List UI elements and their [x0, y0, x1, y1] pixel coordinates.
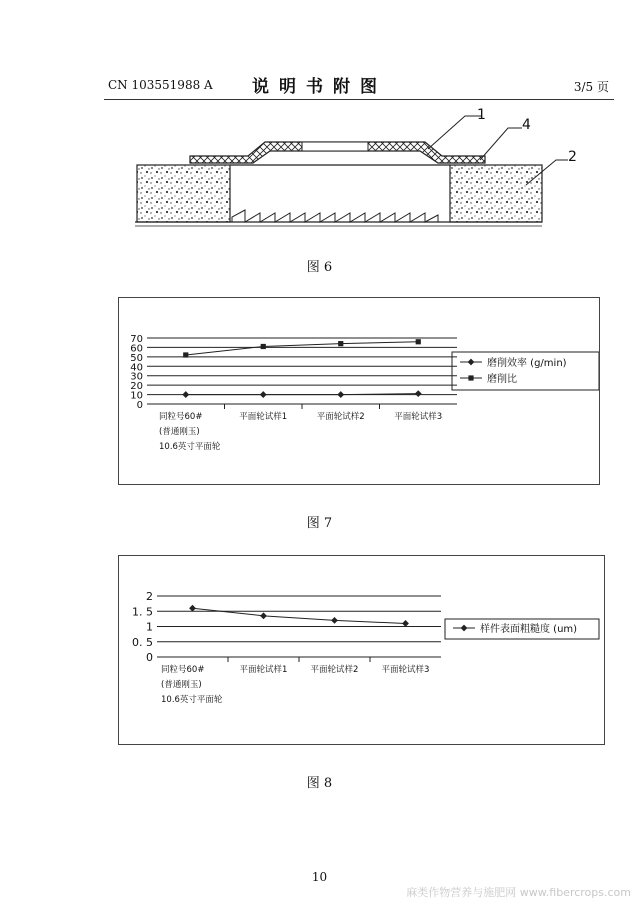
patent-number: CN 103551988 A [108, 78, 213, 92]
y-tick-label: 60 [130, 343, 143, 355]
site-watermark: 麻类作物营养与施肥网 www.fibercrops.com [406, 886, 631, 899]
y-tick-label: 2 [146, 590, 153, 603]
x-category-label: 平面轮试样2 [310, 665, 359, 675]
legend-label: 磨削比 [487, 374, 517, 385]
x-category-label: 平面轮试样2 [316, 412, 365, 422]
figure8-caption: 图 8 [306, 776, 333, 791]
y-tick-label: 50 [130, 352, 143, 364]
x-category-label: (普通刚玉) [161, 680, 202, 690]
right-abrasive-body [450, 165, 542, 222]
x-category-label: (普通刚玉) [159, 427, 200, 437]
callout-1: 1 [477, 107, 486, 123]
x-category-label: 平面轮试样1 [239, 665, 288, 675]
figure8-frame [118, 555, 605, 745]
data-point [189, 605, 196, 612]
y-tick-label: 1. 5 [132, 605, 153, 619]
x-category-label: 10.6英寸平面轮 [159, 442, 221, 452]
page-indicator: 3/5 页 [573, 80, 609, 94]
legend-marker [461, 625, 468, 632]
left-abrasive-body [137, 165, 230, 222]
data-point [337, 391, 344, 398]
y-tick-label: 40 [130, 362, 143, 374]
page-number: 10 [311, 870, 328, 884]
data-point [260, 391, 267, 398]
y-tick-label: 0 [146, 651, 153, 664]
x-category-label: 平面轮试样3 [381, 665, 430, 675]
legend-marker [468, 359, 475, 366]
series-line [186, 342, 419, 355]
y-tick-label: 1 [146, 620, 153, 634]
figure7-chart [119, 298, 599, 484]
data-point [331, 617, 338, 624]
figure6-caption: 图 6 [306, 260, 333, 275]
data-point [261, 344, 266, 349]
y-tick-label: 10 [130, 390, 143, 402]
data-point [183, 352, 188, 357]
y-tick-label: 0. 5 [132, 635, 153, 649]
figure8-chart [119, 556, 604, 744]
data-point [416, 339, 421, 344]
y-tick-label: 0 [136, 400, 143, 411]
data-point [402, 620, 409, 627]
legend-marker [468, 375, 473, 380]
x-category-label: 同粒号60# [161, 665, 205, 675]
legend-label: 磨削效率 (g/min) [487, 358, 567, 369]
x-category-label: 平面轮试样1 [239, 412, 288, 422]
header-rule [104, 99, 614, 100]
x-category-label: 平面轮试样3 [394, 412, 443, 422]
figure7-frame [118, 297, 600, 485]
x-category-label: 同粒号60# [159, 412, 203, 422]
figure7-caption: 图 7 [306, 516, 333, 531]
y-tick-label: 20 [130, 381, 143, 393]
data-point [338, 341, 343, 346]
callout-2: 2 [568, 149, 577, 165]
page-heading: 说明书附图 [252, 77, 387, 97]
legend-label: 样件表面粗糙度 (um) [480, 624, 578, 635]
series-line [186, 394, 419, 395]
series-line [193, 608, 406, 623]
data-point [260, 612, 267, 619]
y-tick-label: 70 [130, 334, 143, 345]
data-point [182, 391, 189, 398]
figure6-diagram [120, 105, 590, 240]
data-point [415, 390, 422, 397]
callout-4: 4 [522, 117, 531, 133]
y-tick-label: 30 [130, 371, 143, 383]
serrated-bottom [232, 210, 438, 222]
x-category-label: 10.6英寸平面轮 [161, 695, 223, 705]
